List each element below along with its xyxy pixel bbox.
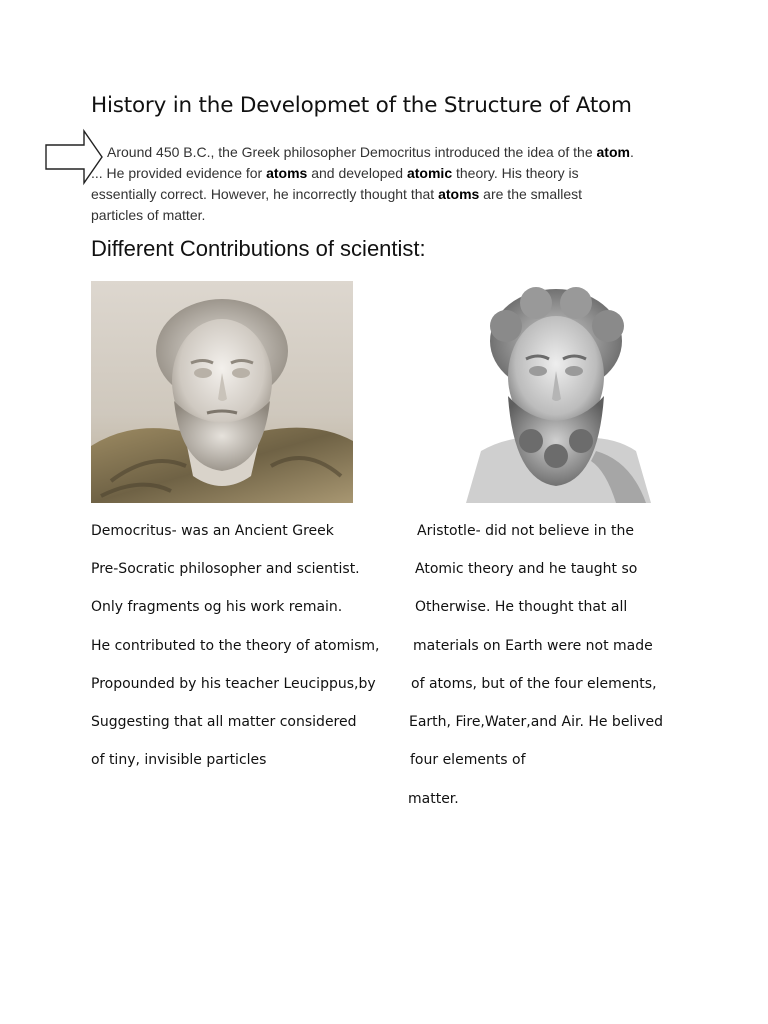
text-line: Suggesting that all matter considered bbox=[91, 714, 357, 730]
text-line: of atoms, but of the four elements, bbox=[411, 676, 657, 692]
text-line: materials on Earth were not made bbox=[413, 638, 653, 654]
text-line: four elements of bbox=[410, 752, 526, 768]
intro-paragraph bbox=[91, 142, 691, 226]
text-line: Aristotle- did not believe in the bbox=[417, 523, 634, 539]
intro-bold: atom bbox=[596, 144, 630, 160]
intro-bold: atoms bbox=[438, 186, 480, 202]
text-line: matter. bbox=[408, 791, 459, 807]
intro-text: ... He provided evidence for bbox=[91, 165, 267, 181]
text-line: Pre-Socratic philosopher and scientist. bbox=[91, 561, 360, 577]
text-line: Propounded by his teacher Leucippus,by bbox=[91, 676, 376, 692]
intro-text: particles of matter. bbox=[91, 207, 206, 223]
document-title: History in the Developmet of the Structure of Atom bbox=[91, 93, 632, 118]
intro-text: and developed bbox=[307, 165, 407, 181]
bust-portrait-left bbox=[91, 281, 353, 503]
intro-bold: atoms bbox=[266, 165, 308, 181]
text-line: He contributed to the theory of atomism, bbox=[91, 638, 380, 654]
bust-portrait-right bbox=[456, 281, 656, 503]
intro-text: essentially correct. However, he incorrectly thought that bbox=[91, 186, 439, 202]
intro-text: Around 450 B.C., the Greek philosopher Democritus introduced the idea of the bbox=[107, 144, 597, 160]
intro-text: are the smallest bbox=[479, 186, 583, 202]
intro-bold: atomic bbox=[406, 165, 453, 181]
text-line: Only fragments og his work remain. bbox=[91, 599, 343, 615]
text-line: Democritus- was an Ancient Greek bbox=[91, 523, 334, 539]
section-heading: Different Contributions of scientist: bbox=[91, 236, 426, 261]
text-line: of tiny, invisible particles bbox=[91, 752, 267, 768]
text-line: Otherwise. He thought that all bbox=[415, 599, 628, 615]
text-line: Earth, Fire,Water,and Air. He belived bbox=[409, 714, 663, 730]
intro-text: . bbox=[629, 144, 634, 160]
text-line: Atomic theory and he taught so bbox=[415, 561, 638, 577]
intro-text: theory. His theory is bbox=[452, 165, 579, 181]
